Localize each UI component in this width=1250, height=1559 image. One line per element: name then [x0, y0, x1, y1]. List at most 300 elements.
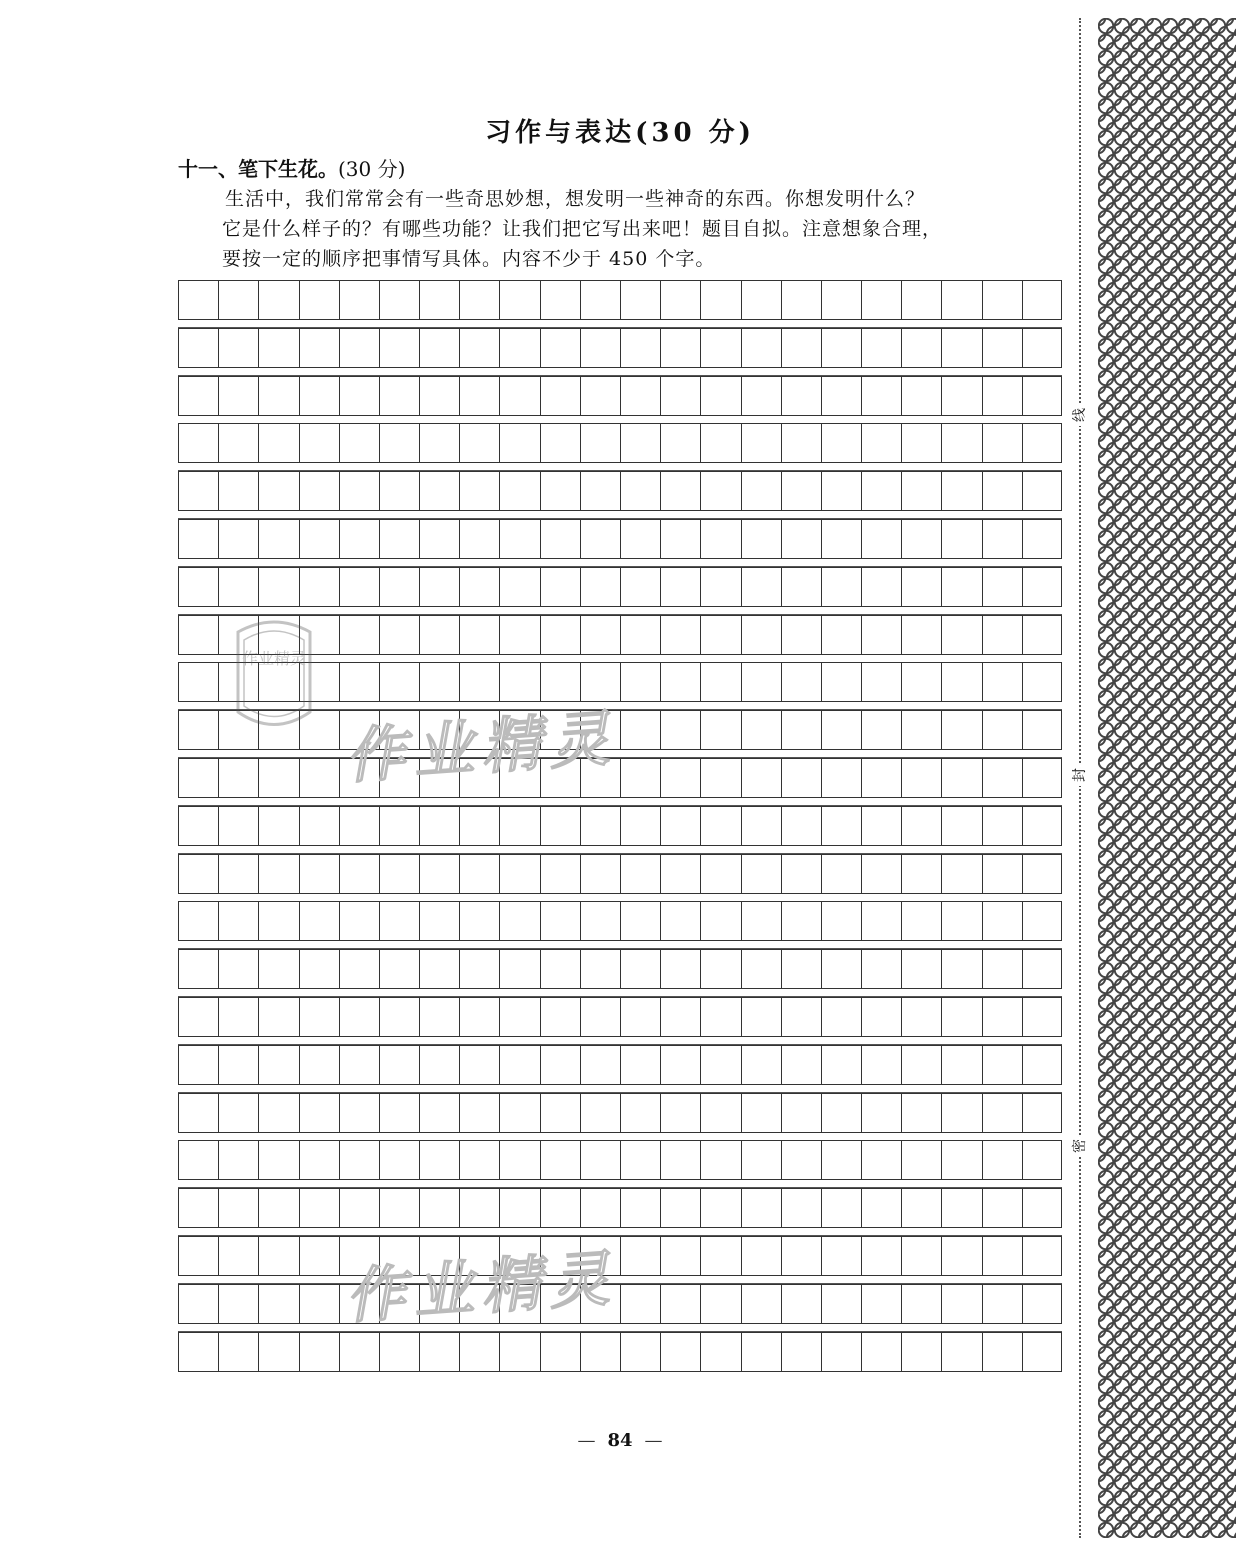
grid-cell[interactable]	[941, 568, 981, 606]
grid-cell[interactable]	[861, 424, 901, 462]
grid-cell[interactable]	[741, 663, 781, 701]
grid-cell[interactable]	[620, 1094, 660, 1132]
grid-cell[interactable]	[620, 1189, 660, 1227]
grid-cell[interactable]	[941, 1285, 981, 1323]
grid-cell[interactable]	[258, 377, 298, 415]
grid-cell[interactable]	[419, 424, 459, 462]
grid-cell[interactable]	[620, 902, 660, 940]
grid-cell[interactable]	[580, 568, 620, 606]
grid-cell[interactable]	[218, 902, 258, 940]
grid-cell[interactable]	[540, 377, 580, 415]
grid-cell[interactable]	[620, 377, 660, 415]
grid-cell[interactable]	[419, 1333, 459, 1371]
grid-cell[interactable]	[299, 1094, 339, 1132]
grid-cell[interactable]	[821, 1189, 861, 1227]
grid-cell[interactable]	[821, 616, 861, 654]
grid-cell[interactable]	[379, 1141, 419, 1179]
grid-cell[interactable]	[540, 1094, 580, 1132]
grid-cell[interactable]	[982, 807, 1022, 845]
grid-cell[interactable]	[821, 759, 861, 797]
grid-cell[interactable]	[339, 807, 379, 845]
grid-cell[interactable]	[299, 1189, 339, 1227]
grid-cell[interactable]	[258, 1285, 298, 1323]
grid-cell[interactable]	[901, 711, 941, 749]
grid-cell[interactable]	[941, 998, 981, 1036]
grid-cell[interactable]	[580, 329, 620, 367]
grid-cell[interactable]	[299, 377, 339, 415]
grid-cell[interactable]	[660, 568, 700, 606]
grid-cell[interactable]	[1022, 377, 1062, 415]
grid-cell[interactable]	[499, 1333, 539, 1371]
grid-cell[interactable]	[379, 1046, 419, 1084]
grid-cell[interactable]	[781, 377, 821, 415]
grid-cell[interactable]	[741, 281, 781, 319]
grid-cell[interactable]	[741, 568, 781, 606]
grid-cell[interactable]	[861, 1189, 901, 1227]
grid-cell[interactable]	[299, 568, 339, 606]
grid-cell[interactable]	[620, 568, 660, 606]
grid-cell[interactable]	[1022, 1094, 1062, 1132]
grid-cell[interactable]	[459, 1333, 499, 1371]
grid-cell[interactable]	[861, 807, 901, 845]
grid-cell[interactable]	[700, 616, 740, 654]
grid-cell[interactable]	[861, 759, 901, 797]
grid-cell[interactable]	[258, 902, 298, 940]
grid-cell[interactable]	[700, 1333, 740, 1371]
grid-cell[interactable]	[620, 329, 660, 367]
grid-cell[interactable]	[419, 1141, 459, 1179]
grid-cell[interactable]	[178, 807, 218, 845]
grid-cell[interactable]	[861, 520, 901, 558]
grid-cell[interactable]	[741, 424, 781, 462]
grid-cell[interactable]	[821, 855, 861, 893]
grid-cell[interactable]	[258, 1237, 298, 1275]
grid-cell[interactable]	[580, 1141, 620, 1179]
grid-cell[interactable]	[459, 855, 499, 893]
grid-cell[interactable]	[941, 1141, 981, 1179]
grid-cell[interactable]	[861, 1046, 901, 1084]
grid-cell[interactable]	[459, 329, 499, 367]
grid-cell[interactable]	[178, 855, 218, 893]
grid-cell[interactable]	[861, 377, 901, 415]
grid-cell[interactable]	[821, 377, 861, 415]
grid-cell[interactable]	[982, 663, 1022, 701]
grid-cell[interactable]	[299, 855, 339, 893]
grid-cell[interactable]	[901, 568, 941, 606]
grid-cell[interactable]	[821, 424, 861, 462]
grid-cell[interactable]	[178, 902, 218, 940]
grid-cell[interactable]	[459, 1094, 499, 1132]
grid-cell[interactable]	[459, 807, 499, 845]
grid-cell[interactable]	[580, 807, 620, 845]
grid-cell[interactable]	[620, 855, 660, 893]
grid-cell[interactable]	[499, 616, 539, 654]
grid-cell[interactable]	[540, 807, 580, 845]
grid-cell[interactable]	[299, 759, 339, 797]
grid-cell[interactable]	[379, 424, 419, 462]
grid-cell[interactable]	[379, 998, 419, 1036]
grid-cell[interactable]	[339, 663, 379, 701]
grid-cell[interactable]	[861, 1333, 901, 1371]
grid-cell[interactable]	[499, 807, 539, 845]
grid-cell[interactable]	[901, 807, 941, 845]
grid-cell[interactable]	[700, 998, 740, 1036]
grid-cell[interactable]	[821, 902, 861, 940]
grid-cell[interactable]	[339, 1094, 379, 1132]
grid-cell[interactable]	[700, 1094, 740, 1132]
grid-cell[interactable]	[741, 1094, 781, 1132]
grid-cell[interactable]	[781, 663, 821, 701]
grid-cell[interactable]	[821, 807, 861, 845]
grid-cell[interactable]	[741, 950, 781, 988]
grid-cell[interactable]	[861, 281, 901, 319]
grid-cell[interactable]	[861, 1285, 901, 1323]
grid-cell[interactable]	[620, 807, 660, 845]
grid-cell[interactable]	[941, 1333, 981, 1371]
grid-cell[interactable]	[941, 520, 981, 558]
grid-cell[interactable]	[821, 281, 861, 319]
grid-cell[interactable]	[741, 759, 781, 797]
grid-cell[interactable]	[660, 1046, 700, 1084]
grid-cell[interactable]	[178, 377, 218, 415]
grid-cell[interactable]	[379, 472, 419, 510]
grid-cell[interactable]	[1022, 807, 1062, 845]
grid-cell[interactable]	[218, 1141, 258, 1179]
grid-cell[interactable]	[982, 1046, 1022, 1084]
grid-cell[interactable]	[901, 1237, 941, 1275]
grid-cell[interactable]	[258, 1189, 298, 1227]
grid-cell[interactable]	[1022, 1141, 1062, 1179]
grid-cell[interactable]	[499, 472, 539, 510]
grid-cell[interactable]	[379, 807, 419, 845]
grid-cell[interactable]	[901, 520, 941, 558]
grid-cell[interactable]	[499, 1094, 539, 1132]
grid-cell[interactable]	[178, 1237, 218, 1275]
grid-cell[interactable]	[821, 1046, 861, 1084]
grid-cell[interactable]	[299, 807, 339, 845]
grid-cell[interactable]	[178, 568, 218, 606]
grid-cell[interactable]	[178, 711, 218, 749]
grid-cell[interactable]	[982, 616, 1022, 654]
grid-cell[interactable]	[941, 281, 981, 319]
grid-cell[interactable]	[781, 902, 821, 940]
grid-cell[interactable]	[821, 711, 861, 749]
grid-cell[interactable]	[218, 759, 258, 797]
grid-cell[interactable]	[540, 472, 580, 510]
grid-cell[interactable]	[660, 1094, 700, 1132]
grid-cell[interactable]	[1022, 1333, 1062, 1371]
grid-cell[interactable]	[901, 424, 941, 462]
grid-cell[interactable]	[700, 950, 740, 988]
grid-cell[interactable]	[419, 855, 459, 893]
grid-cell[interactable]	[339, 998, 379, 1036]
grid-cell[interactable]	[459, 520, 499, 558]
grid-cell[interactable]	[339, 568, 379, 606]
grid-cell[interactable]	[982, 1141, 1022, 1179]
grid-cell[interactable]	[299, 902, 339, 940]
grid-cell[interactable]	[1022, 472, 1062, 510]
grid-cell[interactable]	[499, 998, 539, 1036]
grid-cell[interactable]	[941, 472, 981, 510]
grid-cell[interactable]	[218, 998, 258, 1036]
grid-cell[interactable]	[299, 520, 339, 558]
grid-cell[interactable]	[660, 472, 700, 510]
grid-cell[interactable]	[379, 568, 419, 606]
grid-cell[interactable]	[821, 520, 861, 558]
grid-cell[interactable]	[741, 1237, 781, 1275]
grid-cell[interactable]	[821, 472, 861, 510]
grid-cell[interactable]	[901, 1046, 941, 1084]
grid-cell[interactable]	[821, 1333, 861, 1371]
grid-cell[interactable]	[540, 616, 580, 654]
grid-cell[interactable]	[660, 424, 700, 462]
grid-cell[interactable]	[339, 855, 379, 893]
grid-cell[interactable]	[1022, 424, 1062, 462]
grid-cell[interactable]	[620, 1141, 660, 1179]
grid-cell[interactable]	[1022, 711, 1062, 749]
grid-cell[interactable]	[339, 520, 379, 558]
grid-cell[interactable]	[741, 1141, 781, 1179]
grid-cell[interactable]	[178, 759, 218, 797]
grid-cell[interactable]	[178, 1285, 218, 1323]
grid-cell[interactable]	[299, 329, 339, 367]
grid-cell[interactable]	[218, 1333, 258, 1371]
grid-cell[interactable]	[299, 998, 339, 1036]
grid-cell[interactable]	[620, 1285, 660, 1323]
grid-cell[interactable]	[821, 1141, 861, 1179]
grid-cell[interactable]	[258, 281, 298, 319]
grid-cell[interactable]	[419, 329, 459, 367]
grid-cell[interactable]	[781, 1285, 821, 1323]
grid-cell[interactable]	[741, 616, 781, 654]
grid-cell[interactable]	[741, 1285, 781, 1323]
grid-cell[interactable]	[660, 616, 700, 654]
grid-cell[interactable]	[218, 281, 258, 319]
grid-cell[interactable]	[1022, 329, 1062, 367]
grid-cell[interactable]	[982, 329, 1022, 367]
grid-cell[interactable]	[781, 807, 821, 845]
grid-cell[interactable]	[861, 998, 901, 1036]
grid-cell[interactable]	[540, 568, 580, 606]
grid-cell[interactable]	[379, 1189, 419, 1227]
grid-cell[interactable]	[781, 472, 821, 510]
grid-cell[interactable]	[580, 377, 620, 415]
grid-cell[interactable]	[821, 1237, 861, 1275]
grid-cell[interactable]	[861, 855, 901, 893]
grid-cell[interactable]	[218, 807, 258, 845]
grid-cell[interactable]	[218, 1237, 258, 1275]
grid-cell[interactable]	[580, 855, 620, 893]
grid-cell[interactable]	[178, 1141, 218, 1179]
grid-cell[interactable]	[660, 1333, 700, 1371]
grid-cell[interactable]	[1022, 759, 1062, 797]
grid-cell[interactable]	[660, 1141, 700, 1179]
grid-cell[interactable]	[218, 520, 258, 558]
grid-cell[interactable]	[258, 807, 298, 845]
grid-cell[interactable]	[178, 998, 218, 1036]
grid-cell[interactable]	[941, 855, 981, 893]
grid-cell[interactable]	[741, 329, 781, 367]
grid-cell[interactable]	[941, 1094, 981, 1132]
grid-cell[interactable]	[781, 520, 821, 558]
grid-cell[interactable]	[700, 377, 740, 415]
grid-cell[interactable]	[660, 759, 700, 797]
grid-cell[interactable]	[700, 424, 740, 462]
grid-cell[interactable]	[258, 998, 298, 1036]
grid-cell[interactable]	[258, 759, 298, 797]
grid-cell[interactable]	[499, 1141, 539, 1179]
grid-cell[interactable]	[660, 281, 700, 319]
grid-cell[interactable]	[339, 950, 379, 988]
grid-cell[interactable]	[781, 1237, 821, 1275]
grid-cell[interactable]	[379, 329, 419, 367]
grid-cell[interactable]	[339, 424, 379, 462]
grid-cell[interactable]	[901, 998, 941, 1036]
grid-cell[interactable]	[901, 281, 941, 319]
grid-cell[interactable]	[941, 902, 981, 940]
grid-cell[interactable]	[620, 1333, 660, 1371]
grid-cell[interactable]	[660, 855, 700, 893]
grid-cell[interactable]	[781, 1094, 821, 1132]
grid-cell[interactable]	[178, 520, 218, 558]
grid-cell[interactable]	[901, 472, 941, 510]
grid-cell[interactable]	[620, 616, 660, 654]
grid-cell[interactable]	[982, 1189, 1022, 1227]
grid-cell[interactable]	[781, 568, 821, 606]
grid-cell[interactable]	[741, 1189, 781, 1227]
grid-cell[interactable]	[901, 1141, 941, 1179]
grid-cell[interactable]	[540, 520, 580, 558]
grid-cell[interactable]	[741, 711, 781, 749]
grid-cell[interactable]	[620, 424, 660, 462]
grid-cell[interactable]	[339, 329, 379, 367]
grid-cell[interactable]	[299, 281, 339, 319]
grid-cell[interactable]	[660, 950, 700, 988]
grid-cell[interactable]	[339, 1333, 379, 1371]
grid-cell[interactable]	[379, 520, 419, 558]
grid-cell[interactable]	[620, 1046, 660, 1084]
grid-cell[interactable]	[941, 1189, 981, 1227]
grid-cell[interactable]	[379, 377, 419, 415]
grid-cell[interactable]	[499, 281, 539, 319]
grid-cell[interactable]	[741, 855, 781, 893]
grid-cell[interactable]	[700, 663, 740, 701]
grid-cell[interactable]	[540, 1333, 580, 1371]
grid-cell[interactable]	[982, 1237, 1022, 1275]
grid-cell[interactable]	[218, 377, 258, 415]
grid-cell[interactable]	[580, 520, 620, 558]
grid-cell[interactable]	[941, 759, 981, 797]
grid-cell[interactable]	[419, 281, 459, 319]
grid-cell[interactable]	[339, 616, 379, 654]
grid-cell[interactable]	[660, 520, 700, 558]
grid-cell[interactable]	[620, 281, 660, 319]
grid-cell[interactable]	[660, 1237, 700, 1275]
grid-cell[interactable]	[781, 281, 821, 319]
grid-cell[interactable]	[1022, 902, 1062, 940]
grid-cell[interactable]	[741, 1333, 781, 1371]
grid-cell[interactable]	[982, 568, 1022, 606]
grid-cell[interactable]	[540, 1189, 580, 1227]
grid-cell[interactable]	[1022, 1189, 1062, 1227]
grid-cell[interactable]	[901, 950, 941, 988]
grid-cell[interactable]	[459, 281, 499, 319]
grid-cell[interactable]	[379, 1333, 419, 1371]
grid-cell[interactable]	[700, 568, 740, 606]
grid-cell[interactable]	[700, 1046, 740, 1084]
grid-cell[interactable]	[620, 950, 660, 988]
grid-cell[interactable]	[861, 616, 901, 654]
grid-cell[interactable]	[901, 1285, 941, 1323]
grid-cell[interactable]	[218, 329, 258, 367]
grid-cell[interactable]	[258, 1046, 298, 1084]
grid-cell[interactable]	[499, 1189, 539, 1227]
grid-cell[interactable]	[982, 1285, 1022, 1323]
grid-cell[interactable]	[821, 329, 861, 367]
grid-cell[interactable]	[781, 711, 821, 749]
grid-cell[interactable]	[459, 998, 499, 1036]
grid-cell[interactable]	[178, 663, 218, 701]
grid-cell[interactable]	[982, 377, 1022, 415]
grid-cell[interactable]	[781, 1189, 821, 1227]
grid-cell[interactable]	[982, 520, 1022, 558]
grid-cell[interactable]	[258, 424, 298, 462]
grid-cell[interactable]	[178, 616, 218, 654]
grid-cell[interactable]	[941, 1046, 981, 1084]
grid-cell[interactable]	[459, 1189, 499, 1227]
grid-cell[interactable]	[580, 1046, 620, 1084]
grid-cell[interactable]	[781, 950, 821, 988]
grid-cell[interactable]	[178, 1189, 218, 1227]
grid-cell[interactable]	[982, 998, 1022, 1036]
grid-cell[interactable]	[941, 950, 981, 988]
grid-cell[interactable]	[178, 950, 218, 988]
grid-cell[interactable]	[540, 902, 580, 940]
grid-cell[interactable]	[781, 998, 821, 1036]
grid-cell[interactable]	[660, 663, 700, 701]
grid-cell[interactable]	[459, 663, 499, 701]
grid-cell[interactable]	[1022, 616, 1062, 654]
grid-cell[interactable]	[258, 568, 298, 606]
grid-cell[interactable]	[459, 1141, 499, 1179]
grid-cell[interactable]	[419, 520, 459, 558]
grid-cell[interactable]	[982, 1333, 1022, 1371]
grid-cell[interactable]	[540, 998, 580, 1036]
grid-cell[interactable]	[781, 759, 821, 797]
grid-cell[interactable]	[178, 1046, 218, 1084]
grid-cell[interactable]	[339, 1141, 379, 1179]
grid-cell[interactable]	[258, 520, 298, 558]
grid-cell[interactable]	[419, 1046, 459, 1084]
grid-cell[interactable]	[339, 377, 379, 415]
grid-cell[interactable]	[339, 1189, 379, 1227]
grid-cell[interactable]	[982, 424, 1022, 462]
grid-cell[interactable]	[540, 1141, 580, 1179]
grid-cell[interactable]	[419, 472, 459, 510]
grid-cell[interactable]	[821, 1285, 861, 1323]
grid-cell[interactable]	[982, 472, 1022, 510]
grid-cell[interactable]	[660, 807, 700, 845]
grid-cell[interactable]	[299, 1333, 339, 1371]
grid-cell[interactable]	[700, 807, 740, 845]
grid-cell[interactable]	[1022, 1237, 1062, 1275]
grid-cell[interactable]	[781, 616, 821, 654]
grid-cell[interactable]	[901, 329, 941, 367]
grid-cell[interactable]	[258, 1141, 298, 1179]
grid-cell[interactable]	[580, 1189, 620, 1227]
grid-cell[interactable]	[982, 902, 1022, 940]
grid-cell[interactable]	[861, 1094, 901, 1132]
